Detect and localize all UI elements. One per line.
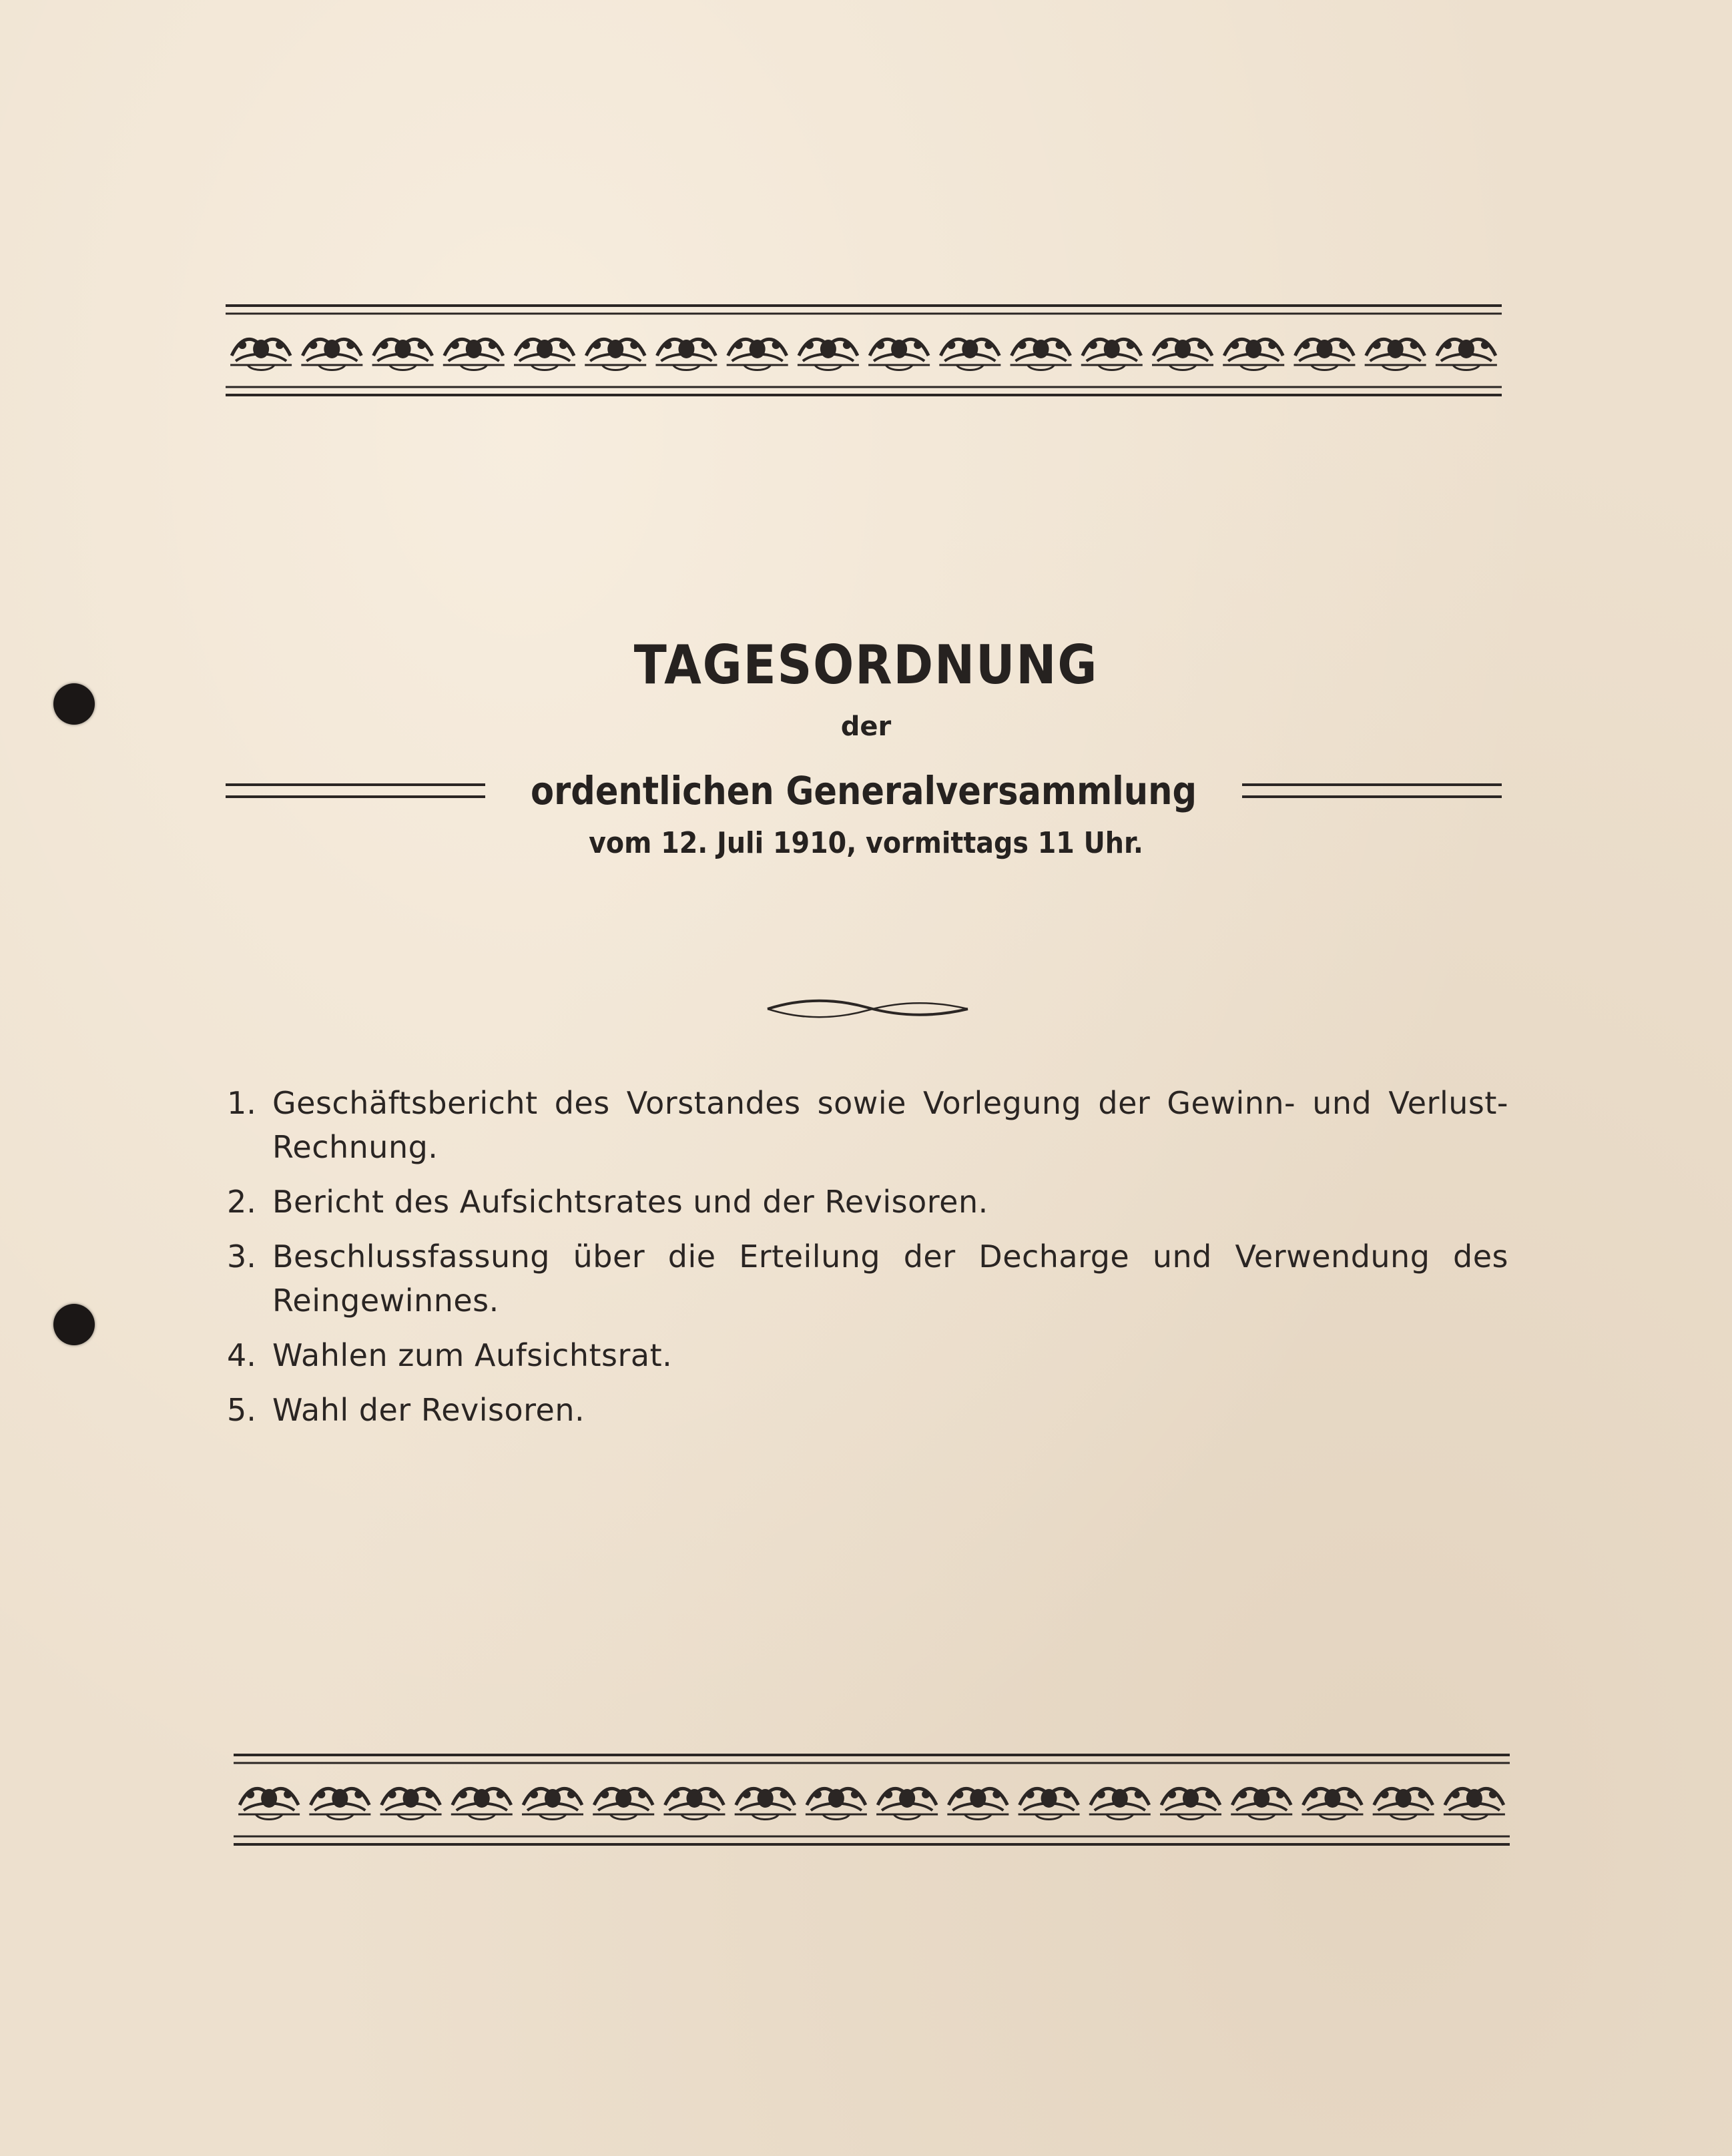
floral-motif-icon xyxy=(939,339,1000,370)
floral-motif-icon xyxy=(1293,339,1355,370)
floral-motif-icon xyxy=(522,1788,583,1819)
floral-motif-icon xyxy=(514,339,575,370)
bottom-ornamental-border xyxy=(234,1751,1510,1851)
floral-motif-icon xyxy=(451,1788,513,1819)
agenda-item-number: 3. xyxy=(227,1238,256,1275)
floral-motif-icon xyxy=(655,339,717,370)
floral-motif-icon xyxy=(1081,339,1143,370)
floral-motif-icon xyxy=(443,339,505,370)
floral-motif-icon xyxy=(1223,339,1284,370)
floral-motif-icon xyxy=(309,1788,370,1819)
floral-motif-icon xyxy=(1011,339,1072,370)
floral-motif-icon xyxy=(876,1788,938,1819)
agenda-item xyxy=(227,1333,1508,1377)
agenda-item-text: Geschäftsbericht des Vorstandes sowie Vorlegung der Gewinn- und Verlust-Rechnung. xyxy=(272,1085,1508,1165)
agenda-list xyxy=(227,1081,1508,1443)
title-connector: der xyxy=(840,711,892,742)
floral-motif-icon xyxy=(1436,339,1497,370)
divider-ornament xyxy=(761,994,974,1024)
floral-motif-icon xyxy=(798,339,859,370)
document-subtitle: ordentlichen Generalversammlung xyxy=(531,768,1197,813)
punch-hole-bottom xyxy=(53,1304,95,1345)
floral-motif-icon xyxy=(1019,1788,1080,1819)
floral-motif-icon xyxy=(585,339,646,370)
agenda-item xyxy=(227,1234,1508,1323)
floral-motif-icon xyxy=(1302,1788,1363,1819)
floral-motif-icon xyxy=(301,339,362,370)
agenda-item-text: Wahlen zum Aufsichtsrat. xyxy=(272,1337,673,1373)
agenda-item-number: 4. xyxy=(227,1337,256,1373)
right-double-rule xyxy=(1242,783,1502,798)
floral-motif-icon xyxy=(238,1788,300,1819)
floral-motif-icon xyxy=(663,1788,725,1819)
floral-motif-icon xyxy=(868,339,930,370)
floral-motif-icon xyxy=(1373,1788,1434,1819)
subtitle-row xyxy=(226,761,1502,821)
floral-motif-icon xyxy=(1152,339,1213,370)
floral-motif-icon xyxy=(1231,1788,1292,1819)
floral-motif-icon xyxy=(727,339,788,370)
agenda-item xyxy=(227,1388,1508,1432)
floral-motif-icon xyxy=(1089,1788,1151,1819)
meeting-date-line: vom 12. Juli 1910, vormittags 11 Uhr. xyxy=(589,826,1143,860)
floral-motif-icon xyxy=(380,1788,442,1819)
floral-motif-icon xyxy=(230,339,292,370)
agenda-item-number: 1. xyxy=(227,1085,256,1121)
left-double-rule xyxy=(226,783,485,798)
floral-motif-icon xyxy=(372,339,434,370)
floral-motif-icon xyxy=(1160,1788,1221,1819)
floral-motif-icon xyxy=(735,1788,796,1819)
agenda-item-number: 2. xyxy=(227,1184,256,1220)
floral-motif-icon xyxy=(1365,339,1426,370)
floral-motif-icon xyxy=(806,1788,867,1819)
floral-motif-icon xyxy=(593,1788,654,1819)
agenda-item xyxy=(227,1180,1508,1224)
floral-motif-icon xyxy=(1444,1788,1505,1819)
agenda-item-number: 5. xyxy=(227,1392,256,1428)
agenda-item xyxy=(227,1081,1508,1169)
agenda-item-text: Beschlussfassung über die Erteilung der Decharge und Verwendung des Reingewinnes. xyxy=(272,1238,1508,1319)
floral-motif-icon xyxy=(947,1788,1008,1819)
document-title: TAGESORDNUNG xyxy=(633,634,1099,696)
top-ornamental-border xyxy=(226,302,1502,402)
agenda-item-text: Wahl der Revisoren. xyxy=(272,1392,585,1428)
agenda-item-text: Bericht des Aufsichtsrates und der Revisoren. xyxy=(272,1184,988,1220)
